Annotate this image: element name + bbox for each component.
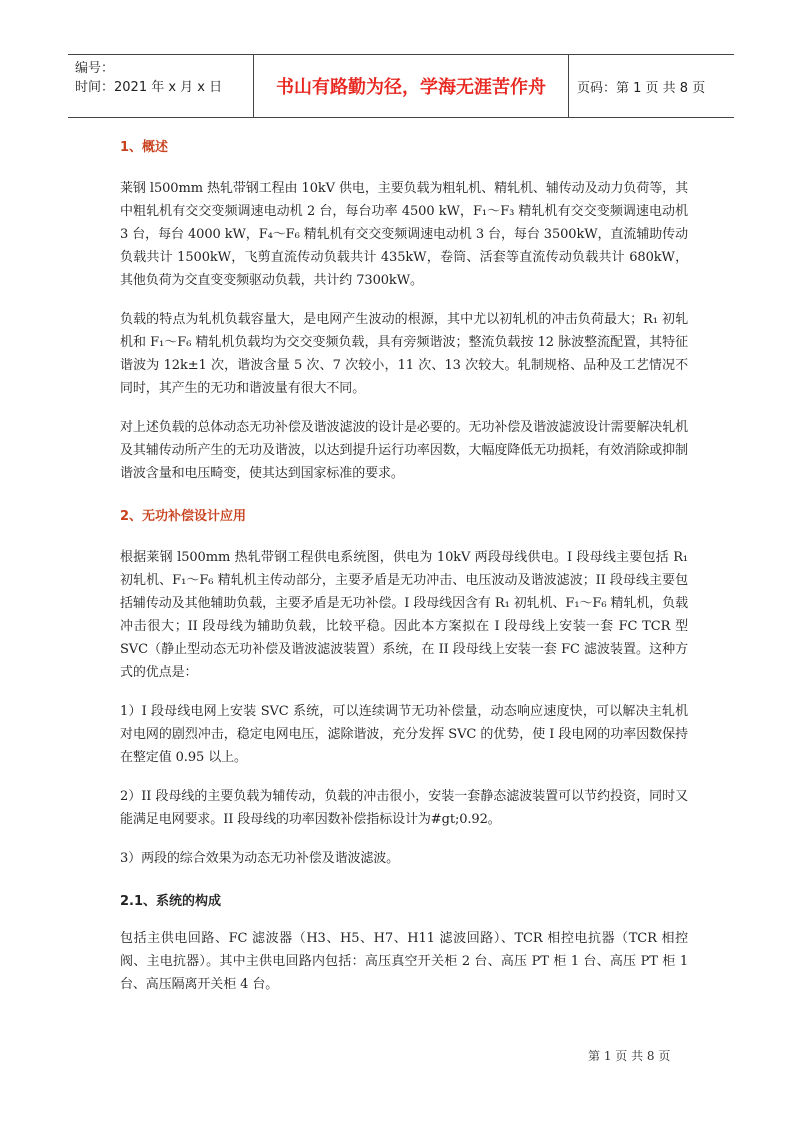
section-1-paragraph-1: 莱钢 l500mm 热轧带钢工程由 10kV 供电，主要负载为粗轧机、精轧机、辅传动及动力负荷等，其中粗轧机有交交变频调速电动机 2 台，每台功率 4500 kW，F₁～F₃ 精轧机有交交变频调速电动机 3 台，每台 4000 kW，F₄～F₆ 精轧机有交交变频调速电动机 3 台，每台 3500kW，直流辅助传动负载共计 1500kW，飞剪直流传动负载共计 435kW，卷筒、活套等直流传动负载共计 680kW，其他负荷为交直变变频驱动负载，共计约 7300kW。 xyxy=(120,181,688,288)
section-2-title: 2、无功补偿设计应用 xyxy=(120,509,247,524)
section-2-1-paragraph-1: 包括主供电回路、FC 滤波器（H3、H5、H7、H11 滤波回路）、TCR 相控电抗器（TCR 相控阀、主电抗器）。其中主供电回路内包括：高压真空开关柜 2 台、高压 PT 柜 1 台、高压 PT 柜 1 台、高压隔离开关柜 4 台。 xyxy=(120,931,688,992)
section-1-paragraph-3: 对上述负载的总体动态无功补偿及谐波滤波的设计是必要的。无功补偿及谐波滤波设计需要解决轧机及其辅传动所产生的无功及谐波，以达到提升运行功率因数，大幅度降低无功损耗，有效消除或抑制谐波含量和电压畸变，使其达到国家标准的要求。 xyxy=(120,420,688,481)
document-body xyxy=(120,136,688,996)
section-2-1-title: 2.1、系统的构成 xyxy=(120,894,222,909)
section-1-title: 1、概述 xyxy=(120,140,169,155)
section-2-paragraph-4: 3）两段的综合效果为动态无功补偿及谐波滤波。 xyxy=(120,851,400,866)
header-motto: 书山有路勤为径，学海无涯苦作舟 xyxy=(253,55,569,117)
page-footer: 第 1 页 共 8 页 xyxy=(588,1049,671,1063)
header-page-label: 页码：第 1 页 共 8 页 xyxy=(577,80,706,96)
section-2-paragraph-3: 2）II 段母线的主要负载为辅传动，负载的冲击很小，安装一套静态滤波装置可以节约投资，同时又能满足电网要求。II 段母线的功率因数补偿指标设计为#gt;0.92。 xyxy=(120,789,688,827)
section-1-paragraph-2: 负载的特点为轧机负载容量大，是电网产生波动的根源，其中尤以初轧机的冲击负荷最大；R₁ 初轧机和 F₁～F₆ 精轧机负载均为交交变频负载，具有旁频谐波；整流负载按 12 脉波整流配置，其特征谐波为 12k±1 次，谐波含量 5 次、7 次较小，11 次、13 次较大。轧制规格、品种及工艺情况不同时，其产生的无功和谐波量有很大不同。 xyxy=(120,312,688,396)
section-2-paragraph-1: 根据莱钢 l500mm 热轧带钢工程供电系统图，供电为 10kV 两段母线供电。I 段母线主要包括 R₁ 初轧机、F₁～F₆ 精轧机主传动部分，主要矛盾是无功冲击、电压波动及谐波滤波；II 段母线主要包括辅传动及其他辅助负载，主要矛盾是无功补偿。I 段母线因含有 R₁ 初轧机、F₁～F₆ 精轧机，负载冲击很大；II 段母线为辅助负载，比较平稳。因此本方案拟在 I 段母线上安装一套 FC TCR 型 SVC（静止型动态无功补偿及谐波滤波装置）系统，在 II 段母线上安装一套 FC 滤波装置。这种方式的优点是： xyxy=(120,550,688,680)
number-label: 编号： xyxy=(75,61,115,76)
page-header xyxy=(68,54,734,118)
time-label: 时间：2021 年 x 月 x 日 xyxy=(75,80,223,95)
header-meta xyxy=(68,55,253,117)
section-2-paragraph-2: 1）I 段母线电网上安装 SVC 系统，可以连续调节无功补偿量，动态响应速度快，可以解决主轧机对电网的剧烈冲击，稳定电网电压，滤除谐波，充分发挥 SVC 的优势，使 I 段电网的功率因数保持在整定值 0.95 以上。 xyxy=(120,704,688,765)
